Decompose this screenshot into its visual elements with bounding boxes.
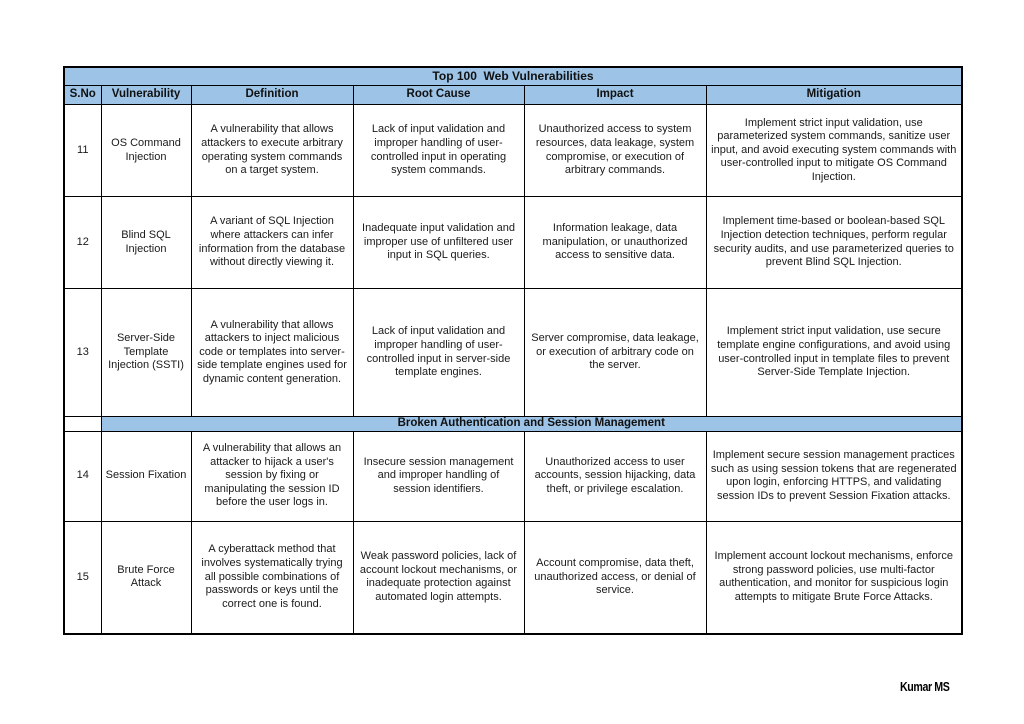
table-row <box>64 521 962 634</box>
col-header-vulnerability: Vulnerability <box>101 86 191 105</box>
table-title: Top 100 Web Vulnerabilities <box>64 67 962 86</box>
cell-vulnerability: OS Command Injection <box>101 105 191 197</box>
cell-impact: Server compromise, data leakage, or execution of arbitrary code on the server. <box>524 289 706 417</box>
cell-vulnerability: Blind SQL Injection <box>101 197 191 289</box>
cell-root-cause: Lack of input validation and improper handling of user-controlled input in operating system commands. <box>353 105 524 197</box>
table-row <box>64 105 962 197</box>
author-signature: Kumar MS <box>900 679 950 694</box>
section-empty-cell <box>64 417 101 432</box>
col-header-root-cause: Root Cause <box>353 86 524 105</box>
cell-impact: Unauthorized access to system resources, data leakage, system compromise, or execution of arbitrary commands. <box>524 105 706 197</box>
cell-impact: Unauthorized access to user accounts, session hijacking, data theft, or privilege escalation. <box>524 431 706 521</box>
cell-sno: 11 <box>64 105 101 197</box>
cell-mitigation: Implement secure session management practices such as using session tokens that are regenerated upon login, enforcing HTTPS, and validating session IDs to prevent Session Fixation attacks. <box>706 431 962 521</box>
cell-root-cause: Lack of input validation and improper handling of user-controlled input in server-side template engines. <box>353 289 524 417</box>
cell-root-cause: Weak password policies, lack of account lockout mechanisms, or inadequate protection against automated login attempts. <box>353 521 524 634</box>
cell-sno: 15 <box>64 521 101 634</box>
cell-root-cause: Inadequate input validation and improper use of unfiltered user input in SQL queries. <box>353 197 524 289</box>
cell-definition: A vulnerability that allows an attacker to hijack a user's session by fixing or manipulating the session ID before the user logs in. <box>191 431 353 521</box>
document-page <box>63 66 963 635</box>
cell-definition: A variant of SQL Injection where attackers can infer information from the database without directly viewing it. <box>191 197 353 289</box>
section-title: Broken Authentication and Session Management <box>101 417 962 432</box>
cell-root-cause: Insecure session management and improper handling of session identifiers. <box>353 431 524 521</box>
col-header-sno: S.No <box>64 86 101 105</box>
section-header-row <box>64 417 962 432</box>
cell-impact: Information leakage, data manipulation, or unauthorized access to sensitive data. <box>524 197 706 289</box>
cell-sno: 14 <box>64 431 101 521</box>
vulnerabilities-table <box>63 66 963 635</box>
cell-mitigation: Implement strict input validation, use parameterized system commands, sanitize user input, and avoid executing system commands with user-controlled input to mitigate OS Command Injection. <box>706 105 962 197</box>
cell-vulnerability: Brute Force Attack <box>101 521 191 634</box>
cell-vulnerability: Server-Side Template Injection (SSTI) <box>101 289 191 417</box>
cell-impact: Account compromise, data theft, unauthorized access, or denial of service. <box>524 521 706 634</box>
cell-definition: A vulnerability that allows attackers to execute arbitrary operating system commands on a target system. <box>191 105 353 197</box>
cell-mitigation: Implement account lockout mechanisms, enforce strong password policies, use multi-factor authentication, and monitor for suspicious login attempts to mitigate Brute Force Attacks. <box>706 521 962 634</box>
cell-sno: 13 <box>64 289 101 417</box>
cell-sno: 12 <box>64 197 101 289</box>
table-title-row <box>64 67 962 86</box>
table-row <box>64 197 962 289</box>
table-row <box>64 289 962 417</box>
table-row <box>64 431 962 521</box>
cell-definition: A vulnerability that allows attackers to inject malicious code or templates into server-side template engines used for dynamic content generation. <box>191 289 353 417</box>
col-header-definition: Definition <box>191 86 353 105</box>
cell-mitigation: Implement strict input validation, use secure template engine configurations, and avoid using user-controlled input in template files to prevent Server-Side Template Injection. <box>706 289 962 417</box>
cell-mitigation: Implement time-based or boolean-based SQL Injection detection techniques, perform regular security audits, and use parameterized queries to prevent Blind SQL Injection. <box>706 197 962 289</box>
cell-definition: A cyberattack method that involves systematically trying all possible combinations of passwords or keys until the correct one is found. <box>191 521 353 634</box>
table-header-row <box>64 86 962 105</box>
col-header-mitigation: Mitigation <box>706 86 962 105</box>
col-header-impact: Impact <box>524 86 706 105</box>
cell-vulnerability: Session Fixation <box>101 431 191 521</box>
